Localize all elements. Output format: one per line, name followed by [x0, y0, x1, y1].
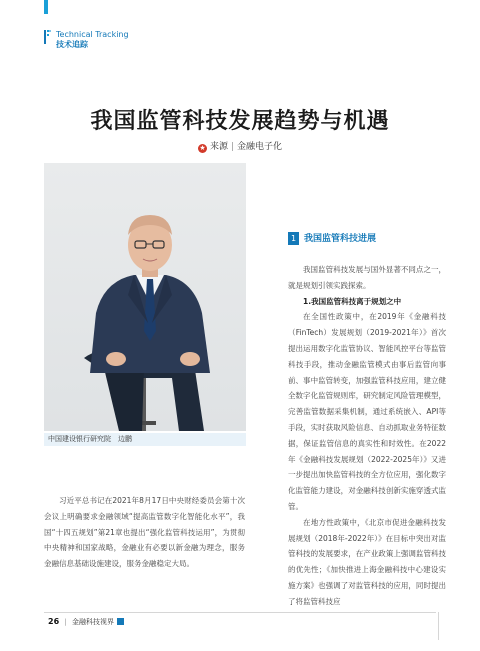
subheading: 1.我国监管科技离于规划之中	[303, 296, 402, 306]
right-column-text	[288, 262, 446, 610]
paragraph: 我国监管科技发展与国外显著不同点之一，就是规划引领实践探索。	[288, 265, 446, 290]
column-tag-icon	[44, 30, 51, 44]
magazine-logo-icon	[117, 618, 124, 625]
footer-separator: |	[64, 618, 67, 626]
header-accent-stripe	[44, 0, 48, 14]
source-label: 来源	[209, 142, 228, 152]
source-logo-icon: ★	[199, 144, 206, 152]
column-tag-english: Technical Tracking	[56, 30, 129, 39]
source-separator: |	[230, 142, 235, 152]
section-number-badge: 1	[288, 232, 299, 245]
magazine-name: 金融科技视界	[71, 618, 114, 626]
author-photo	[44, 163, 246, 431]
page-footer	[48, 617, 124, 627]
paragraph: 在地方性政策中，《北京市促进金融科技发展规划（2018年-2022年）》在目标中突出对监管科技的发展要求，在产业政策上强调监管科技的优先性；《加快推进上海金融科技中心建设实施方案》也强调了对监管科技的应用，同时提出了将监管科技应	[288, 517, 446, 606]
left-column-text	[44, 493, 245, 572]
paragraph: 在全国性政策中，在2019年《金融科技（FinTech）发展规划（2019-2021年）》首次提出运用数字化监管协议、智能风控平台等监管科技手段，推动金融监管模式由事后监管向事前、事中监管转变，加强监管科技应用，建立健全数字化监管规则库，研究制定风险管理模型，完善监管数据采集机制，通过系统嵌入、API等手段，实时获取风险信息、自动抓取业务特征数据，保证监管信息的真实性和时效性。在2022年《金融科技发展规划（2022-2025年）》又进一步提出加快监管科技的全方位应用，强化数字化监管能力建设，对金融科技创新实施穿透式监管。	[288, 312, 446, 511]
source-name: 金融电子化	[237, 142, 283, 152]
portrait-illustration	[44, 163, 246, 431]
footer-divider	[44, 612, 436, 613]
column-tag-chinese: 技术追踪	[56, 40, 88, 49]
article-title: 我国监管科技发展趋势与机遇	[90, 109, 390, 134]
article-source	[0, 139, 480, 153]
footer-vertical-divider	[438, 612, 439, 640]
photo-caption: 中国建设银行研究院 边鹏	[48, 435, 132, 443]
page-number: 26	[48, 617, 60, 626]
section-heading: 我国监管科技进展	[304, 234, 377, 244]
paragraph: 习近平总书记在2021年8月17日中央财经委员会第十次会议上明确要求金融领域“提高监管数字化智能化水平”，我国“十四五规划”第21章也提出“强化监管科技运用”，为贯彻中央精神和国家战略，金融业有必要以新金融为理念，服务金融信息基础设施建设，服务金融稳定大局。	[44, 496, 245, 569]
